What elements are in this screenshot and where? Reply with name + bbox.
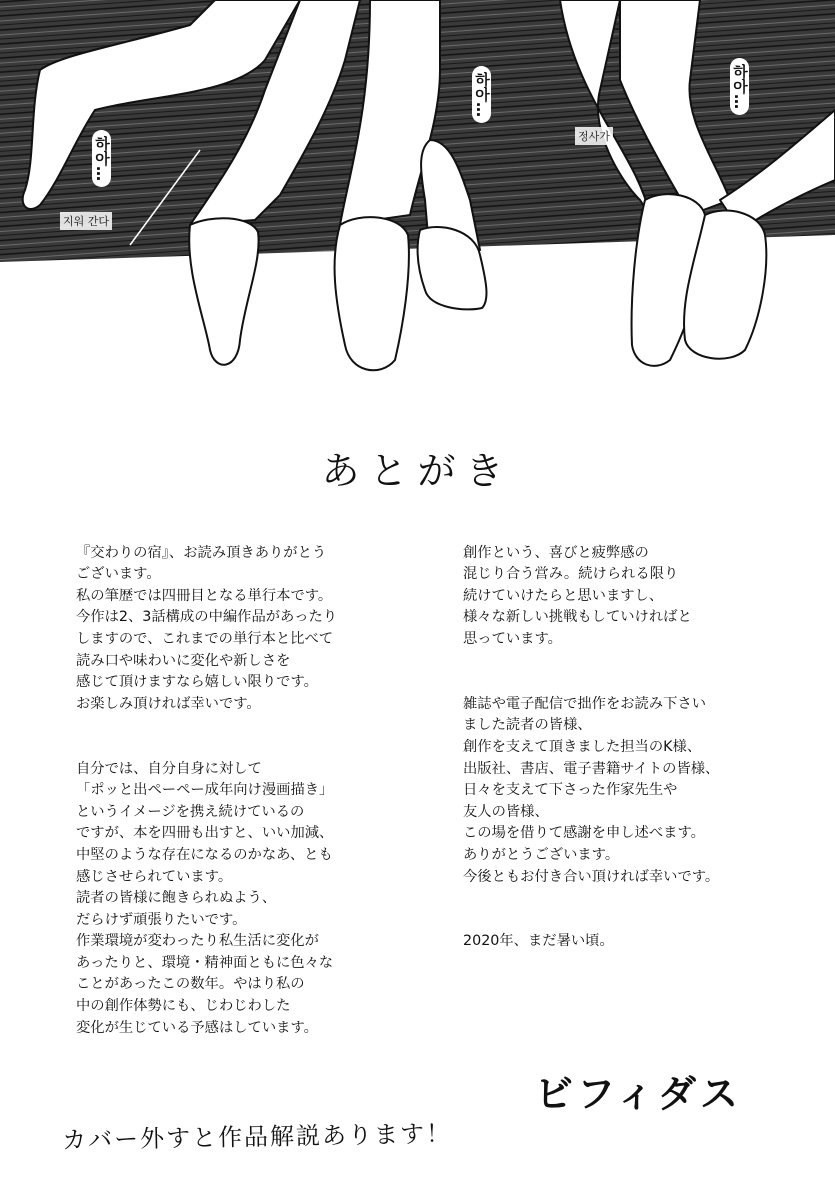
sfx-haa-left: 하아… xyxy=(92,130,111,187)
afterword-paragraph: 雑誌や電子配信で拙作をお読み下さい ました読者の皆様、 創作を支えて頂きました担当のK様、 出版社、書店、電子書籍サイトの皆様、 日々を支えて下さった作家先生や 友人の皆様、 この場を借りて感謝を申し述べます。 ありがとうございます。 今後ともお付き合い頂ければ幸いです。 xyxy=(463,695,720,885)
afterword-paragraph: 『交わりの宿』、お読み頂きありがとう ございます。 私の筆歴では四冊目となる単行本です。 今作は2、3話構成の中編作品があったり しますので、これまでの単行本と比べて 読み口や味わいに変化や新しさを 感じて頂けますなら嬉しい限りです。 お楽しみ頂ければ幸いです。 xyxy=(76,544,338,712)
author-signature: ビフィダス xyxy=(535,1072,742,1116)
feet-illustration xyxy=(0,0,835,390)
afterword-paragraph: 創作という、喜びと疲弊感の 混じり合う営み。続けられる限り 続けていけたらと思いますし、 様々な新しい挑戦もしていければと 思っています。 xyxy=(463,544,692,647)
afterword-left-column xyxy=(76,521,401,1082)
sfx-haa-center: 하아… xyxy=(472,66,491,123)
afterword-paragraph: 自分では、自分自身に対して 「ポッと出ペーペー成年向け漫画描き」 というイメージを携え続けているの ですが、本を四冊も出すと、いい加減、 中堅のような存在になるのかなあ、とも 感じさせられています。 読者の皆様に飽きられぬよう、 だらけず頑張りたいです。 作業環境が変わったり私生活に変化が あったりと、環境・精神面ともに色々な ことがあったこの数年。やはり私の 中の創作体勢にも、じわじわした 変化が生じている予感はしています。 xyxy=(76,760,334,1036)
afterword-date: 2020年、まだ暑い頃。 xyxy=(463,933,614,950)
illustration-panel xyxy=(0,0,835,390)
cover-note: カバー外すと作品解説あります！ xyxy=(61,1119,453,1155)
sfx-going-crazy: 지워 간다 xyxy=(60,212,112,230)
sfx-ejaculation: 정사가 xyxy=(575,127,613,145)
afterword-right-column xyxy=(463,521,788,996)
sfx-haa-right: 하아… xyxy=(730,58,749,115)
afterword-title: あとがき xyxy=(321,449,514,493)
